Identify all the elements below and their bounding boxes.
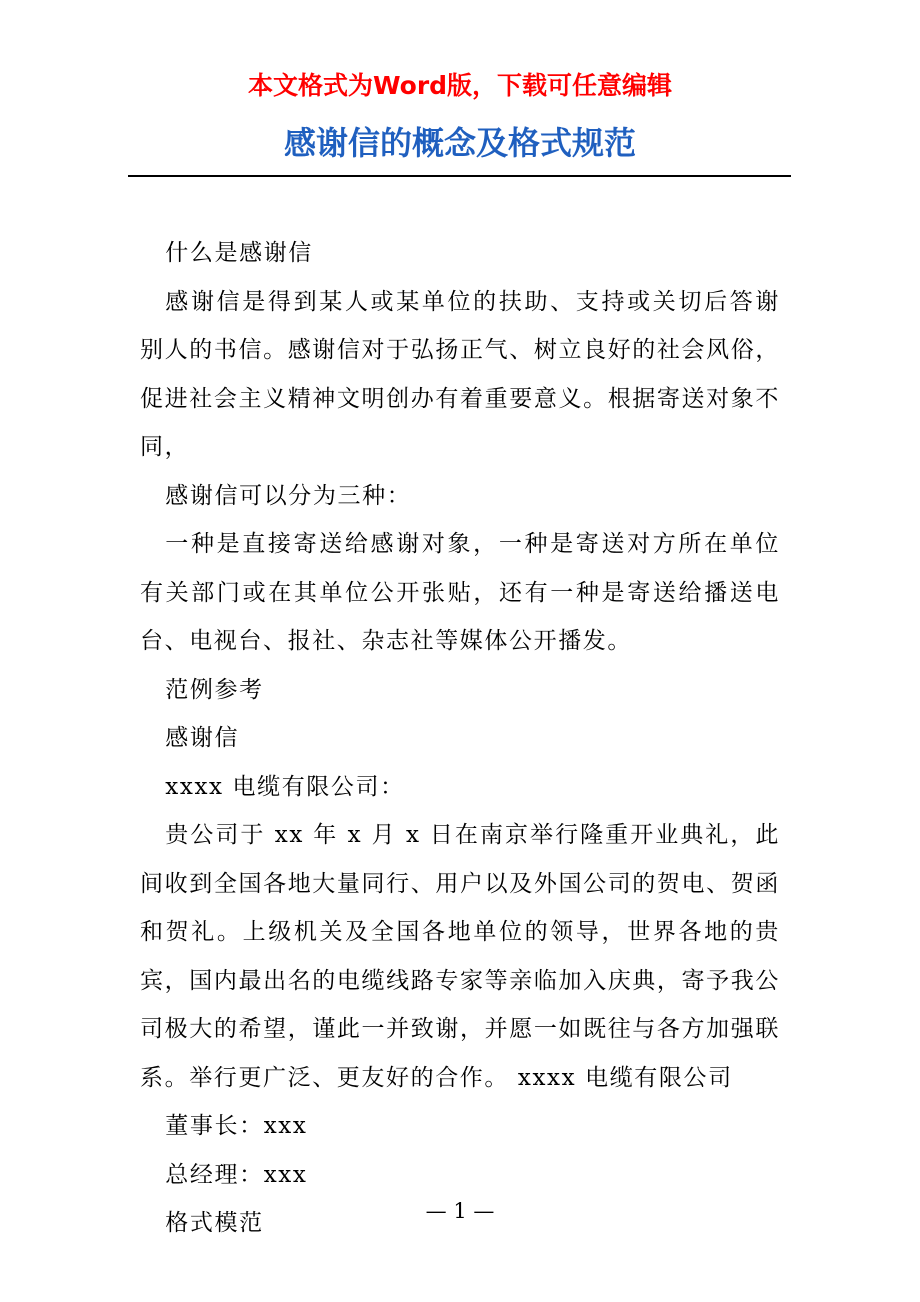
signature-chairman: 董事长：xxx <box>165 1113 308 1139</box>
title-divider <box>128 175 791 177</box>
page-number: — 1 — <box>425 1199 495 1223</box>
definition-paragraph: 感谢信是得到某人或某单位的扶助、支持或关切后答谢别人的书信。感谢信对于弘扬正气、树立良好的社会风俗，促进社会主义精神文明创办有着重要意义。根据寄送对象不同， <box>140 288 780 460</box>
signature-manager: 总经理：xxx <box>165 1161 308 1188</box>
types-intro: 感谢信可以分为三种： <box>165 482 412 509</box>
example-body: 贵公司于 xx 年 x 月 x 日在南京举行隆重开业典礼，此间收到全国各地大量同行、用户以及外国公司的贺电、贺函和贺礼。上级机关及全国各地单位的领导，世界各地的贵宾，国内最出名的电缆线路专家等亲临加入庆典，寄予我公司极大的希望，谨此一并致谢，并愿一如既往与各方加强联系。举行更广泛、更友好的合作。 xxxx 电缆有限公司 <box>140 822 780 1091</box>
heading-format: 格式模范 <box>165 1210 264 1236</box>
heading-what-is: 什么是感谢信 <box>165 240 313 266</box>
download-banner: 本文格式为Word版，下载可任意编辑 <box>247 71 673 100</box>
example-title: 感谢信 <box>165 725 240 751</box>
example-salutation: xxxx 电缆有限公司： <box>165 773 405 800</box>
types-paragraph: 一种是直接寄送给感谢对象，一种是寄送对方所在单位有关部门或在其单位公开张贴，还有一种是寄送给播送电台、电视台、报社、杂志社等媒体公开播发。 <box>140 531 780 654</box>
heading-example: 范例参考 <box>165 676 264 703</box>
document-body <box>140 229 780 1248</box>
document-title: 感谢信的概念及格式规范 <box>283 124 636 162</box>
